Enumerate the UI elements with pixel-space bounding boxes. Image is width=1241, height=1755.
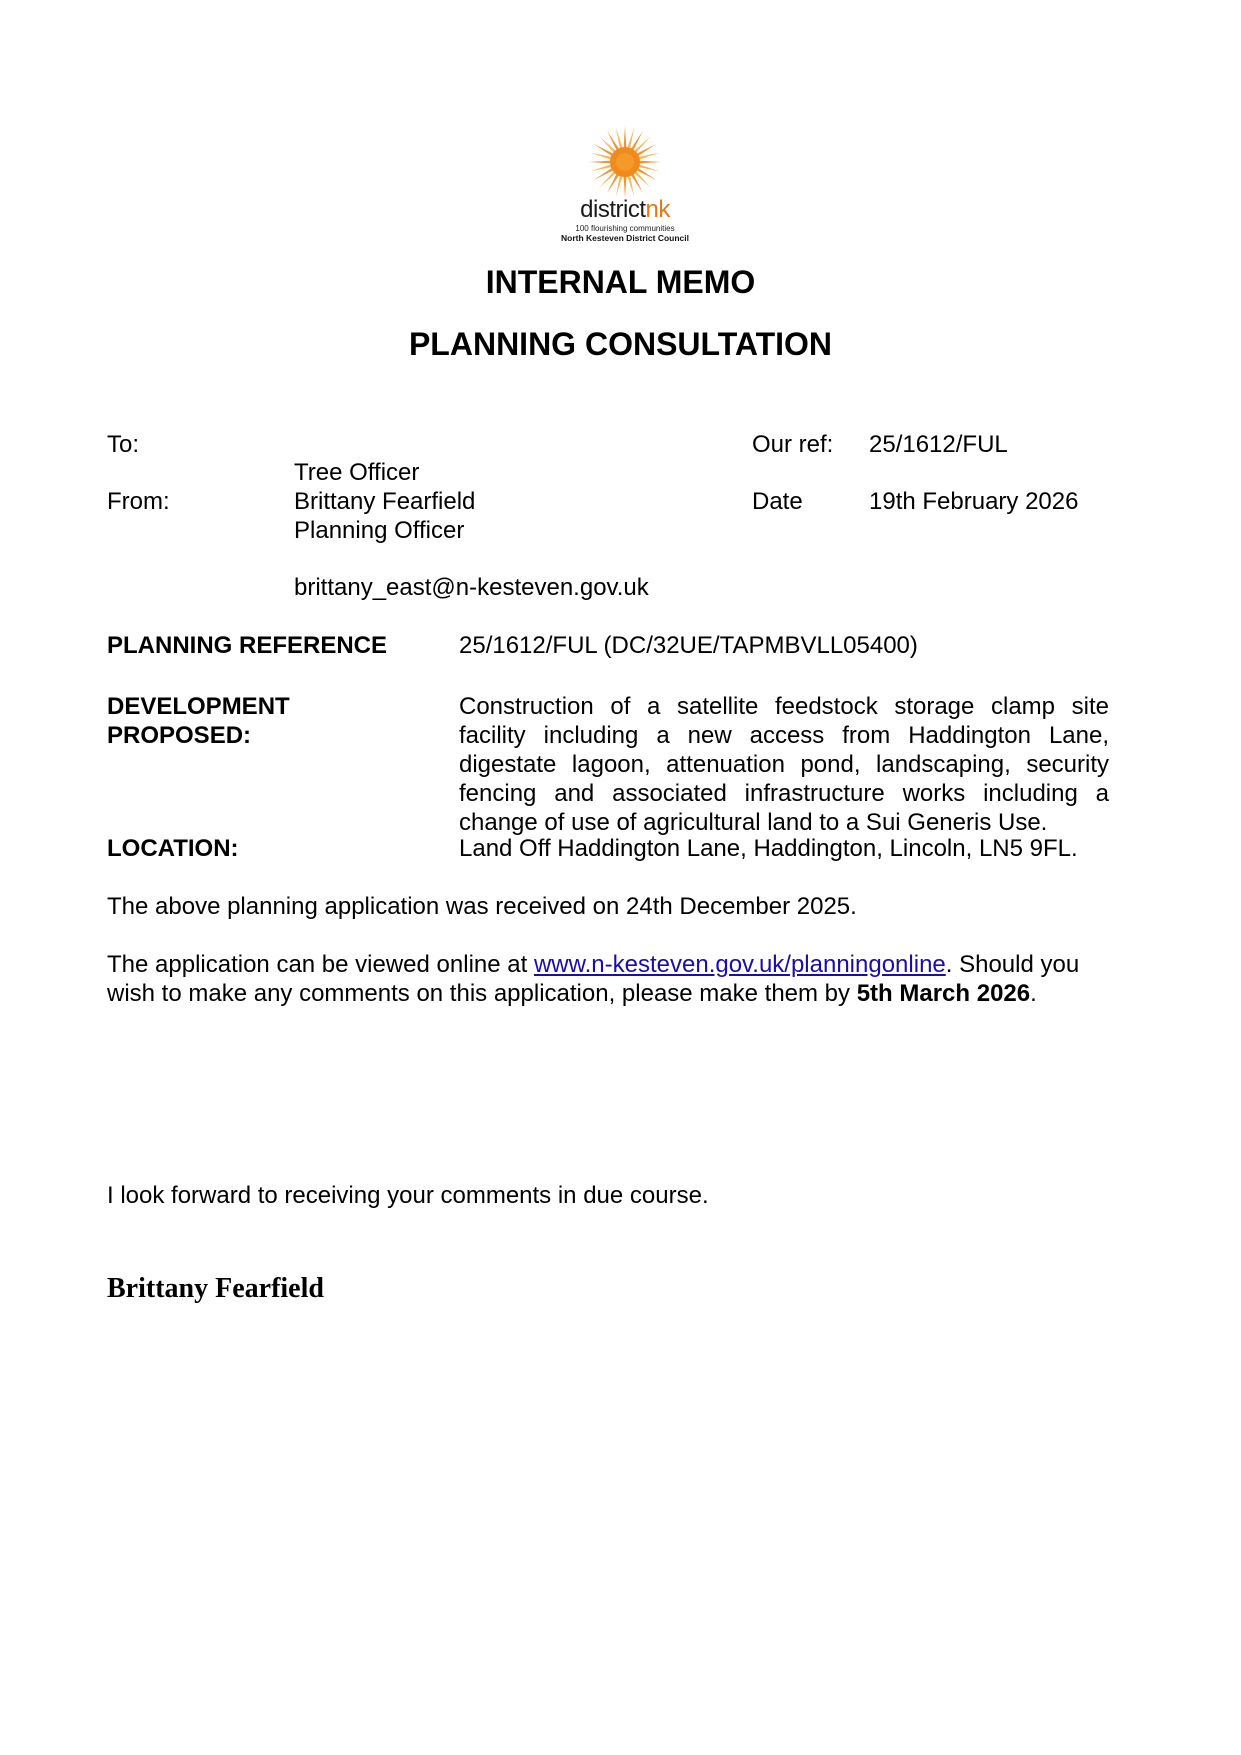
development-description: Construction of a satellite feedstock storage clamp site facility including a new access from Haddington Lane, digestate lagoon, attenuation pond, landscaping, security fencing and associated infrastructure works including a change of use of agricultural land to a Sui Generis Use.: [459, 693, 1109, 836]
online-paragraph-line2: [107, 979, 1037, 1008]
development-label: DEVELOPMENT: [107, 693, 290, 720]
to-label: To:: [107, 431, 140, 458]
location-value: Land Off Haddington Lane, Haddington, Lincoln, LN5 9FL.: [459, 835, 1078, 862]
to-value: Tree Officer: [294, 459, 420, 486]
planning-online-link[interactable]: www.n-kesteven.gov.uk/planningonline: [533, 951, 946, 978]
location-label: LOCATION:: [107, 835, 239, 862]
logo-wordmark: districtnk: [580, 196, 670, 223]
date-value: 19th February 2026: [869, 488, 1079, 515]
online-paragraph-line1: [107, 950, 1079, 979]
received-paragraph: The above planning application was received on 24th December 2025.: [107, 893, 857, 920]
sun-ray: [623, 126, 626, 150]
sun-ray: [637, 160, 661, 163]
comments-suffix: .: [1030, 980, 1037, 1007]
from-email: brittany_east@n-kesteven.gov.uk: [294, 574, 649, 601]
online-prefix: The application can be viewed online at: [107, 951, 534, 978]
our-ref-value: 25/1612/FUL: [869, 431, 1008, 458]
signature: Brittany Fearfield: [107, 1273, 324, 1304]
from-label: From:: [107, 488, 170, 515]
sun-ray: [623, 174, 626, 198]
memo-title: INTERNAL MEMO: [485, 264, 756, 300]
memo-subtitle: PLANNING CONSULTATION: [408, 326, 833, 362]
from-name: Brittany Fearfield: [294, 488, 476, 515]
council-logo: [548, 124, 702, 246]
closing-paragraph: I look forward to receiving your comments in due course.: [107, 1182, 709, 1209]
planning-reference-label: PLANNING REFERENCE: [107, 632, 388, 659]
sun-ray: [589, 160, 613, 163]
comments-deadline: 5th March 2026: [856, 980, 1031, 1007]
planning-reference-value: 25/1612/FUL (DC/32UE/TAPMBVLL05400): [459, 632, 918, 659]
logo-council-name: North Kesteven District Council: [561, 233, 689, 243]
logo-tagline: 100 flourishing communities: [575, 224, 675, 233]
date-label: Date: [752, 488, 803, 515]
sunburst-icon: [548, 124, 702, 200]
our-ref-label: Our ref:: [752, 431, 834, 458]
online-suffix: . Should you: [945, 951, 1080, 978]
proposed-label: PROPOSED:: [107, 722, 252, 749]
comments-prefix: wish to make any comments on this application, please make them by: [107, 980, 857, 1007]
from-role: Planning Officer: [294, 517, 465, 544]
